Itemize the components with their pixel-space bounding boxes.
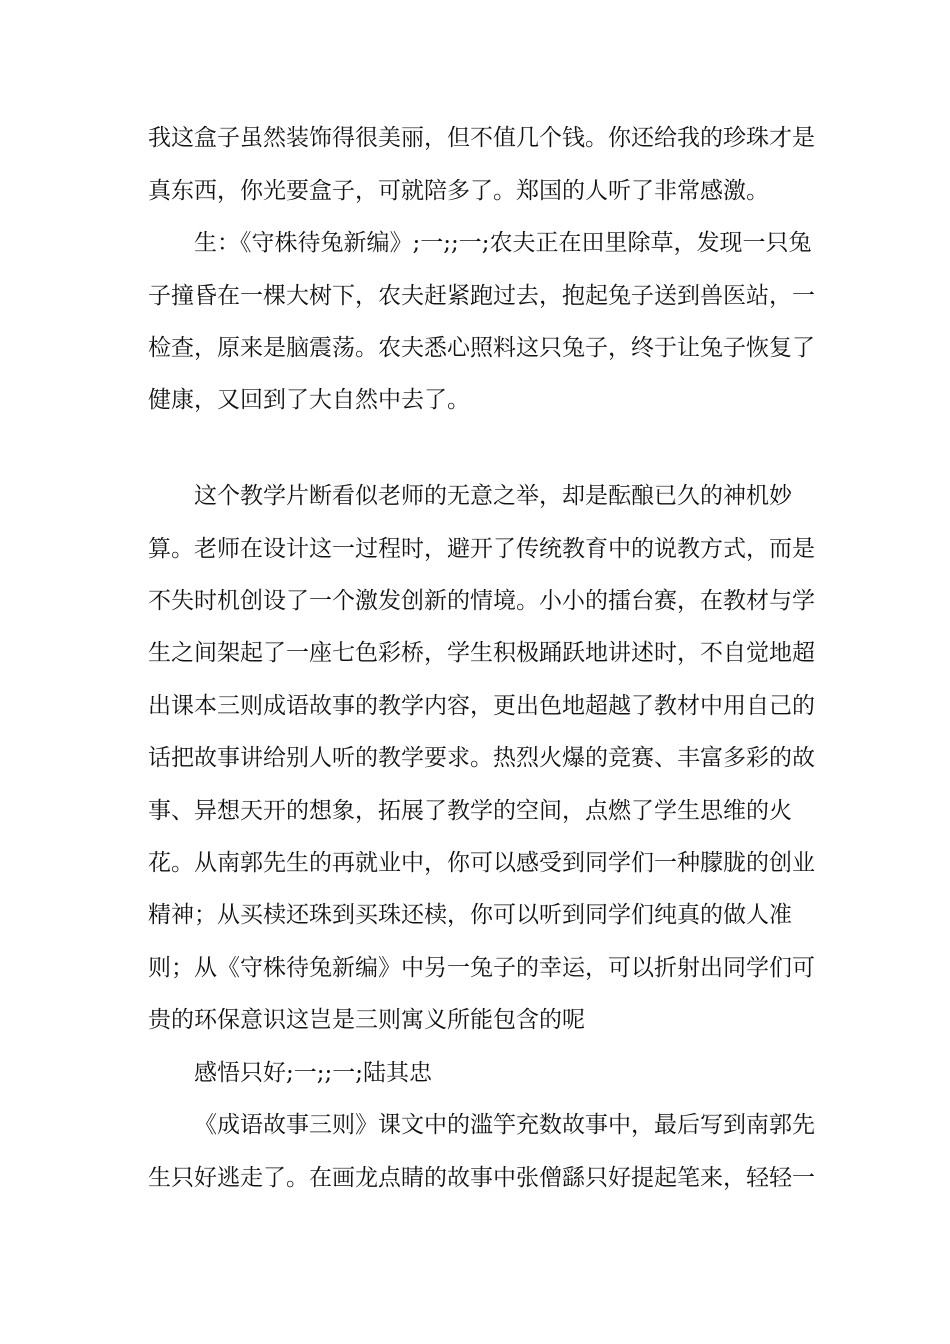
text-line: 生只好逃走了。在画龙点睛的故事中张僧繇只好提起笔来，轻轻一 — [148, 1165, 815, 1191]
text-line: 我这盒子虽然装饰得很美丽，但不值几个钱。你还给我的珍珠才是 — [148, 125, 815, 151]
text-line: 花。从南郭先生的再就业中，你可以感受到同学们一种朦胧的创业 — [148, 850, 815, 876]
text-line: 感悟只好;一;;一;陆其忠 — [194, 1060, 432, 1086]
text-line: 则；从《守株待兔新编》中另一兔子的幸运，可以折射出同学们可 — [148, 955, 815, 981]
text-line: 检查，原来是脑震荡。农夫悉心照料这只兔子，终于让兔子恢复了 — [148, 335, 815, 361]
text-line: 不失时机创设了一个激发创新的情境。小小的擂台赛，在教材与学 — [148, 588, 815, 614]
text-line: 算。老师在设计这一过程时，避开了传统教育中的说教方式，而是 — [148, 536, 815, 562]
text-line: 精神；从买椟还珠到买珠还椟，你可以听到同学们纯真的做人准 — [148, 902, 792, 928]
text-line: 生之间架起了一座七色彩桥，学生积极踊跃地讲述时，不自觉地超 — [148, 640, 815, 666]
text-line: 健康，又回到了大自然中去了。 — [148, 387, 470, 413]
text-line: 这个教学片断看似老师的无意之举，却是酝酿已久的神机妙 — [194, 483, 792, 509]
text-line: 贵的环保意识这岂是三则寓义所能包含的呢 — [148, 1007, 585, 1033]
text-line: 事、异想天开的想象，拓展了教学的空间，点燃了学生思维的火 — [148, 798, 792, 824]
text-line: 话把故事讲给别人听的教学要求。热烈火爆的竞赛、丰富多彩的故 — [148, 745, 815, 771]
text-line: 《成语故事三则》课文中的滥竽充数故事中，最后写到南郭先 — [194, 1112, 815, 1138]
text-line: 真东西，你光要盒子，可就陪多了。郑国的人听了非常感激。 — [148, 178, 769, 204]
text-line: 出课本三则成语故事的教学内容，更出色地超越了教材中用自己的 — [148, 693, 815, 719]
text-line: 生：《守株待兔新编》;一;;一;农夫正在田里除草，发现一只兔 — [194, 230, 812, 256]
text-line: 子撞昏在一棵大树下，农夫赶紧跑过去，抱起兔子送到兽医站，一 — [148, 283, 815, 309]
